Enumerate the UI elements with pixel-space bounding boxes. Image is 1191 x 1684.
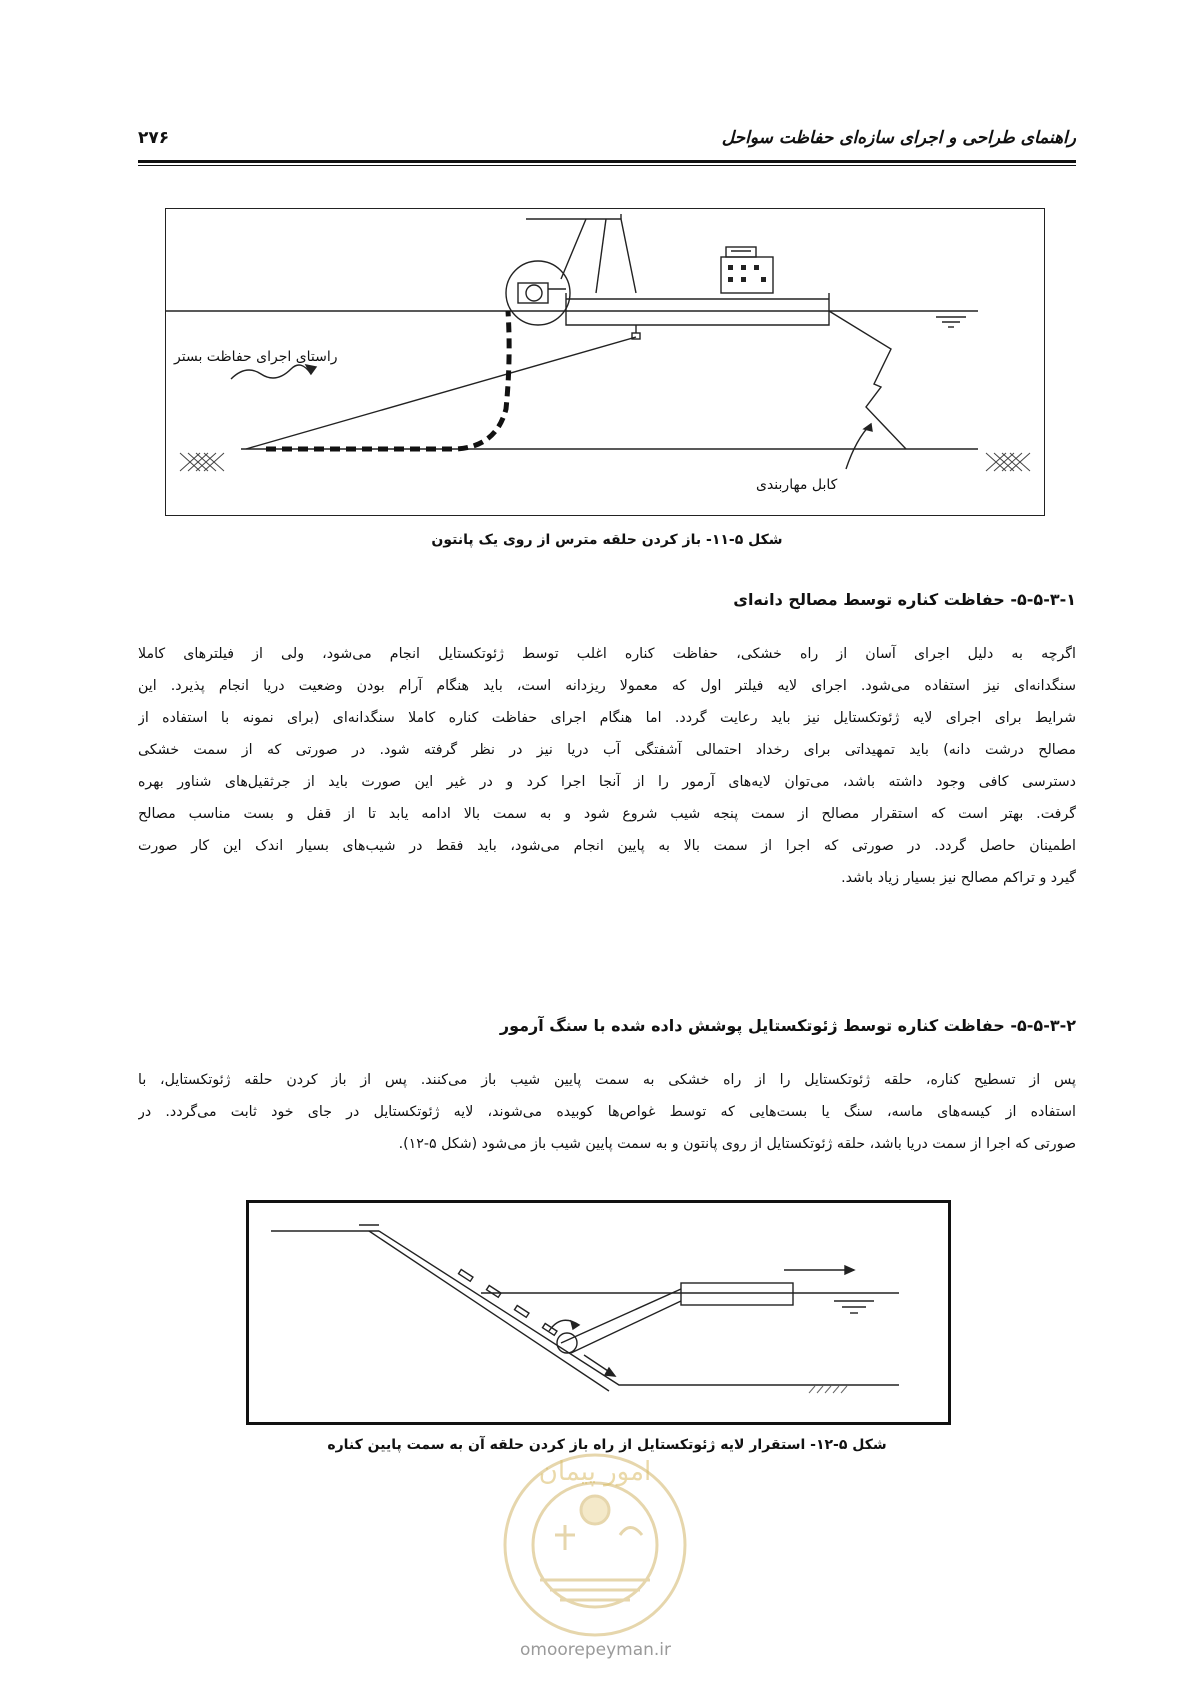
label-anchor-cable: کابل مهاربندی <box>756 477 838 493</box>
paragraph-line: سنگدانه‌ای نیز استفاده می‌شود. اجرای لایه فیلتر اول که معمولا ریزدانه است، باید هنگام آرام بودن وضعیت دریا انجام پذیرد. این <box>138 678 1076 694</box>
figure-pontoon-unrolling <box>165 208 1045 516</box>
section-heading-geotextile: ۵-۵-۳-۲- حفاظت کناره توسط ژئوتکستایل پوشش داده شده با سنگ آرمور <box>499 1016 1076 1035</box>
figure2-drawing <box>249 1203 948 1422</box>
paragraph-line: صورتی که اجرا از سمت دریا باشد، حلقه ژئوتکستایل از روی پانتون و به سمت پایین شیب باز می‌شود (شکل ۵-۱۲). <box>398 1136 1076 1152</box>
paragraph-line: پس از تسطیح کناره، حلقه ژئوتکستایل را از راه خشکی به سمت پایین شیب باز می‌کنند. پس از باز کردن حلقه ژئوتکستایل، با <box>138 1072 1076 1088</box>
paragraph-line: گیرد و تراکم مصالح نیز بسیار زیاد باشد. <box>841 870 1076 886</box>
book-title: راهنمای طراحی و اجرای سازه‌ای حفاظت سواحل <box>721 128 1076 148</box>
page-number: ۲۷۶ <box>138 128 170 148</box>
header-rule-thin <box>138 165 1076 166</box>
figure-geotextile-slope <box>246 1200 951 1425</box>
paragraph-geotextile <box>138 1064 1076 1160</box>
paragraph-line: دسترسی کافی وجود داشته باشد، می‌توان لایه‌های آرمور را از آنجا اجرا کرد و در غیر این صورت باید از جرثقیل‌های شناور بهره <box>138 774 1076 790</box>
page-header <box>138 128 1076 168</box>
paragraph-line: مصالح درشت دانه) باید تمهیداتی برای رخداد احتمالی آشفتگی آب دریا نیز در نظر گرفته شود. در صورتی که از سمت خشکی <box>138 742 1076 758</box>
figure2-caption: شکل ۵-۱۲- استقرار لایه ژئوتکستایل از راه باز کردن حلقه آن به سمت پایین کناره <box>327 1437 887 1453</box>
paragraph-line: اطمینان حاصل گردد. در صورتی که اجرا از سمت بالا به پایین انجام می‌شود، باید فقط در شیب‌های بسیار اندک این کار صورت <box>138 838 1076 854</box>
label-protection-direction: راستای اجرای حفاظت بستر <box>174 349 338 365</box>
paragraph-line: شرایط برای اجرای لایه ژئوتکستایل نیز باید رعایت گردد. اما هنگام اجرای حفاظت کناره کاملا سنگدانه‌ای (برای نمونه با استفاده از <box>138 710 1076 726</box>
seal-text: امور پیمان <box>538 1457 652 1487</box>
figure1-caption: شکل ۵-۱۱- باز کردن حلقه مترس از روی یک پانتون <box>431 532 783 548</box>
watermark-seal <box>470 1440 720 1650</box>
paragraph-line: گرفت. بهتر است که استقرار مصالح از سمت پنجه شیب شروع شود و به سمت بالا ادامه یابد تا از قفل و بست مناسب مصالح <box>138 806 1076 822</box>
paragraph-line: استفاده از کیسه‌های ماسه، سنگ یا بست‌هایی که توسط غواص‌ها کوبیده می‌شوند، لایه ژئوتکستایل در جای خود ثابت می‌گردد. در <box>138 1104 1076 1120</box>
paragraph-line: اگرچه به دلیل اجرای آسان از راه خشکی، حفاظت کناره اغلب توسط ژئوتکستایل انجام می‌شود، ولی از فیلترهای کاملا <box>138 646 1076 662</box>
section-heading-granular: ۵-۵-۳-۱- حفاظت کناره توسط مصالح دانه‌ای <box>733 590 1076 609</box>
seal-graphic <box>470 1440 720 1650</box>
paragraph-granular <box>138 638 1076 894</box>
header-rule <box>138 160 1076 163</box>
watermark-site: omoorepeyman.ir <box>519 1640 672 1660</box>
